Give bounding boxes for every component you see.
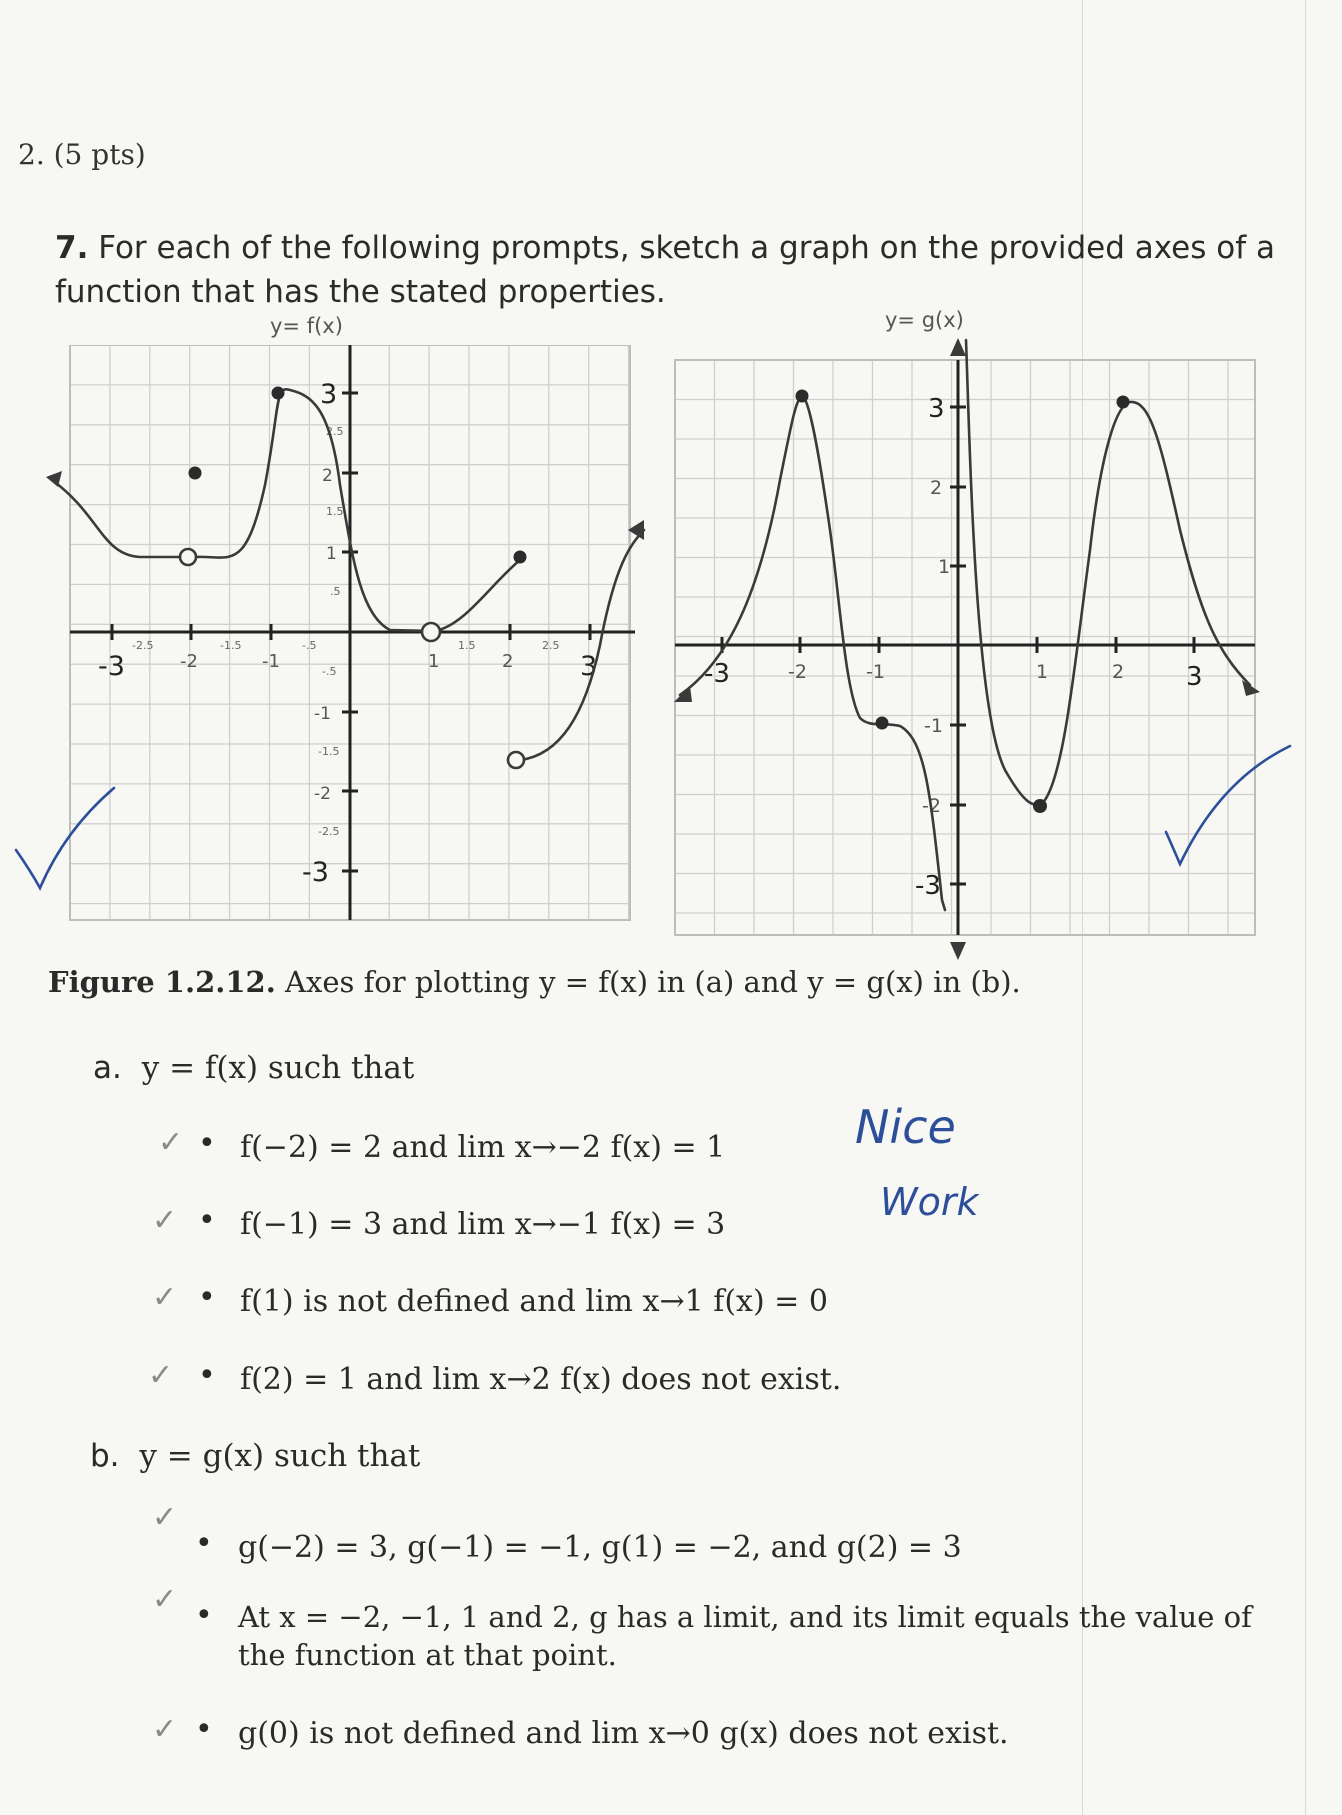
graph-a-xtick: -1 [262,651,280,672]
graph-b-xtick: 1 [1036,661,1049,683]
grader-note-line-2: Work [880,1180,979,1224]
check-icon: ✓ [152,1203,178,1238]
graph-b-arrow-right [1242,680,1260,696]
part-a-item: f(−2) = 2 and lim x→−2 f(x) = 1 [240,1130,726,1165]
prompt-line-2: function that has the stated properties. [55,274,666,310]
graph-a-half-ytick: 1.5 [326,505,344,518]
part-b-item: g(0) is not defined and lim x→0 g(x) does not exist. [238,1716,1009,1751]
graph-a-ytick: -3 [302,857,329,888]
graph-a-handwritten-title: y= f(x) [270,314,343,338]
graph-b-arrow-up [950,338,966,356]
graph-b-point [876,717,889,730]
graph-a-half-xtick: 2.5 [542,639,560,652]
graph-a-ytick: -1 [314,704,331,724]
graph-b-point [796,390,809,403]
figure-label: Figure 1.2.12. [48,965,276,999]
graph-a-xtick: 1 [428,651,440,672]
part-a-title: y = f(x) such that [141,1050,415,1086]
graph-b-ytick: 1 [938,556,951,578]
graph-a-curve [520,530,644,760]
graph-b-xtick: -1 [866,661,885,683]
graph-a-curve [195,389,520,631]
bullet-icon: • [198,1280,216,1315]
graph-a-half-xtick: -.5 [302,639,317,652]
graph-a-half-ytick: -1.5 [318,745,340,758]
figure-caption-text: Axes for plotting y = f(x) in (a) and y = g(x) in (b). [285,965,1021,999]
graph-a-ytick: -2 [314,784,331,804]
part-b-item: g(−2) = 3, g(−1) = −1, g(1) = −2, and g(2) = 3 [238,1530,962,1565]
check-icon: ✓ [148,1358,174,1393]
graph-a-xtick: 2 [502,651,514,672]
graph-b-xtick: 2 [1112,661,1125,683]
graph-b-xtick: -2 [788,661,807,683]
check-icon: ✓ [152,1500,178,1535]
graph-a-half-xtick: -2.5 [132,639,154,652]
part-b-item-continued: the function at that point. [238,1638,617,1672]
graph-a-half-xtick: -1.5 [220,639,242,652]
part-a-item: f(1) is not defined and lim x→1 f(x) = 0 [240,1284,828,1319]
bullet-icon: • [195,1598,213,1633]
part-a-item: f(2) = 1 and lim x→2 f(x) does not exist. [240,1362,842,1397]
graph-a-open-point [180,549,196,565]
graph-a-half-ytick: 2.5 [326,425,344,438]
graph-b-point [1033,799,1047,813]
bullet-icon: • [198,1203,216,1238]
check-icon: ✓ [152,1582,178,1617]
problem-points: (5 pts) [53,138,146,171]
graph-b-ytick: -2 [922,795,941,817]
bullet-icon: • [195,1712,213,1747]
prompt [55,226,1275,314]
part-b-title: y = g(x) such that [139,1438,421,1474]
page-rule [1305,0,1306,1815]
part-b-item: At x = −2, −1, 1 and 2, g has a limit, and its limit equals the value of [238,1600,1252,1634]
graph-a [40,345,650,945]
part-a-header [93,1050,414,1086]
graph-b-curve-left [680,395,945,910]
check-icon [1160,740,1300,870]
graph-b-arrow-left [674,686,692,702]
graph-b-ytick: -3 [915,871,941,901]
graph-b-ytick: 2 [930,477,943,499]
check-icon [10,780,120,900]
bullet-icon: • [198,1358,216,1393]
graph-b-point [1117,396,1130,409]
graph-a-closed-point [514,551,527,564]
problem-number: 2. [18,138,45,171]
graph-b-handwritten-title: y= g(x) [885,308,964,332]
graph-a-half-ytick: -.5 [322,665,337,678]
grader-note-line-1: Nice [855,1100,956,1154]
graph-a-ytick: 1 [326,544,337,564]
part-b-header [90,1438,420,1474]
check-icon: ✓ [158,1125,184,1160]
problem-header [18,138,146,171]
graph-a-closed-point [272,387,285,400]
graph-b-ytick: 3 [928,394,945,424]
graph-a-xtick: -3 [98,651,125,682]
check-icon: ✓ [152,1712,178,1747]
graph-b-ytick: -1 [924,715,943,737]
graph-a-closed-point [189,467,202,480]
graph-a-curve [52,480,180,557]
bullet-icon: • [198,1126,216,1161]
graph-b-xtick: 3 [1186,662,1203,692]
graph-a-half-ytick: -2.5 [318,825,340,838]
graph-a-half-xtick: 1.5 [458,639,476,652]
figure-caption [48,965,1021,999]
graph-a-ytick: 3 [320,379,338,410]
graph-a-xtick: -2 [180,651,198,672]
graph-b-xtick: -3 [704,659,730,689]
graph-a-open-point [508,752,524,768]
graph-b-arrow-down [950,942,966,960]
part-a-label: a. [93,1050,122,1086]
prompt-line-1: For each of the following prompts, sketch a graph on the provided axes of a [98,230,1275,266]
graph-b [660,330,1300,970]
graph-a-ytick: 2 [322,466,333,486]
graph-b-curve-right [966,340,1250,805]
part-b-label: b. [90,1438,120,1474]
bullet-icon: • [195,1526,213,1561]
graph-a-xtick: 3 [580,651,598,682]
prompt-number: 7. [55,230,89,266]
check-icon: ✓ [152,1280,178,1315]
graph-a-half-ytick: .5 [330,585,341,598]
part-a-item: f(−1) = 3 and lim x→−1 f(x) = 3 [240,1207,726,1242]
graph-a-open-point [422,623,440,641]
